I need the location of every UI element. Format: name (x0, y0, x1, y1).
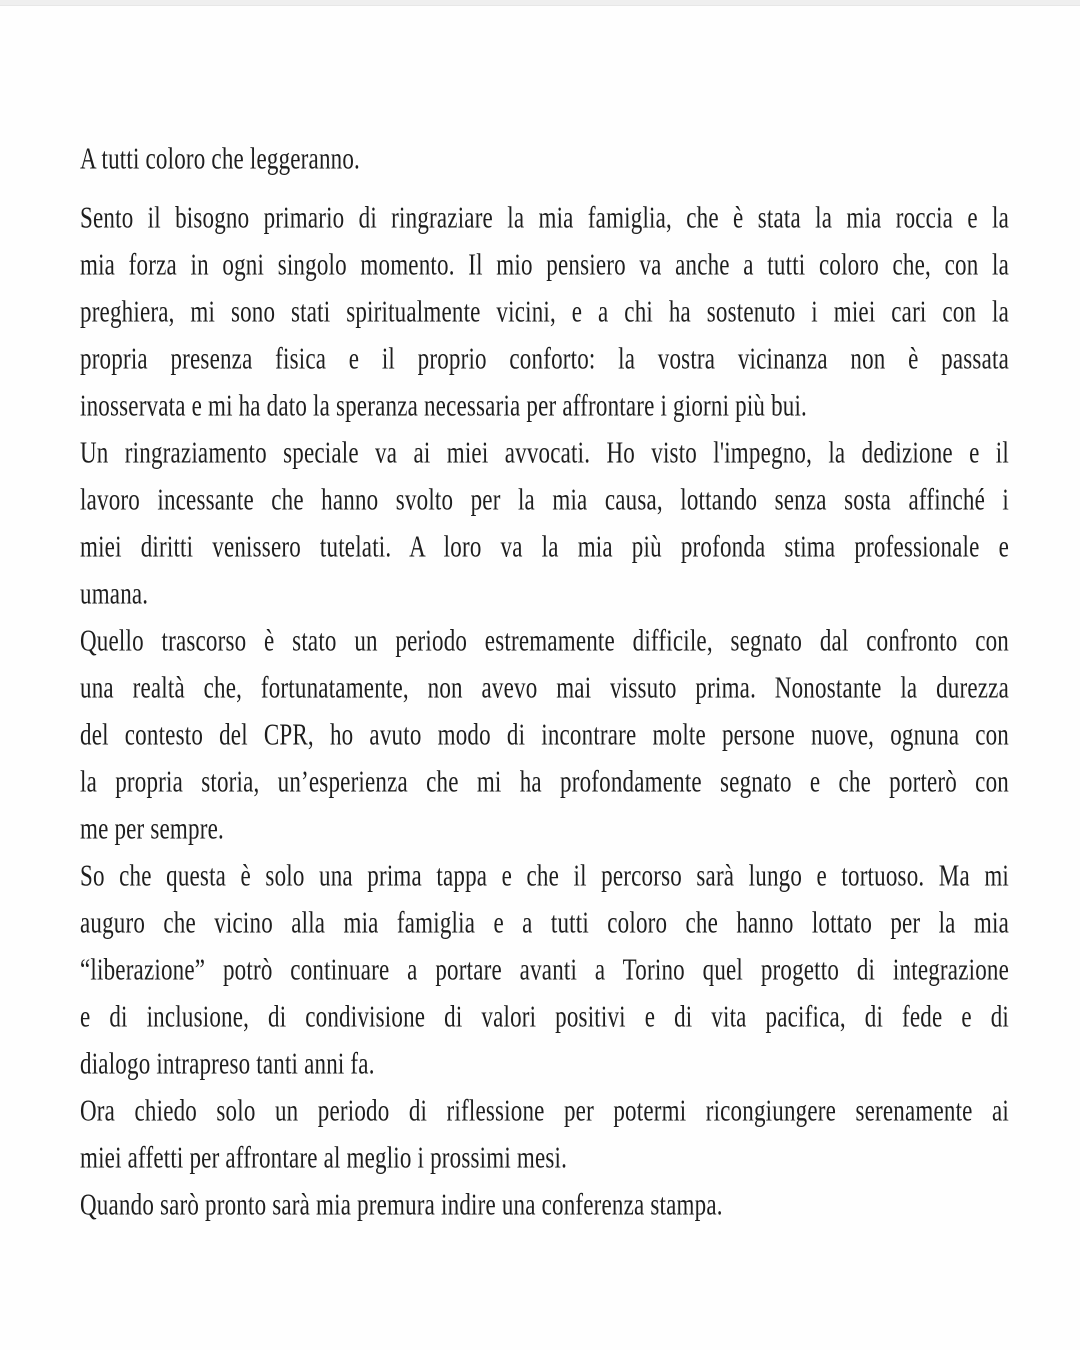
paragraph (80, 852, 1009, 1087)
text-line: preghiera, mi sono stati spiritualmente vicini, e a chi ha sostenuto i miei cari con la (80, 294, 1009, 329)
letter-content (80, 135, 1009, 1228)
text-line: propria presenza fisica e il proprio conforto: la vostra vicinanza non è passata (80, 341, 1009, 376)
letter-paragraphs (80, 194, 1009, 1228)
text-line: “liberazione” potrò continuare a portare avanti a Torino quel progetto di integrazione (80, 952, 1009, 987)
paragraph (80, 194, 1009, 429)
text-line: Ora chiedo solo un periodo di riflessione per potermi ricongiungere serenamente ai (80, 1093, 1009, 1128)
text-line: So che questa è solo una prima tappa e che il percorso sarà lungo e tortuoso. Ma mi (80, 858, 1009, 893)
text-line: miei affetti per affrontare al meglio i prossimi mesi. (80, 1140, 568, 1175)
page-top-edge (0, 0, 1080, 6)
text-line: la propria storia, un’esperienza che mi ha profondamente segnato e che porterò con (80, 764, 1009, 799)
text-line: auguro che vicino alla mia famiglia e a tutti coloro che hanno lottato per la mia (80, 905, 1009, 940)
text-line: dialogo intrapreso tanti anni fa. (80, 1046, 375, 1081)
text-line: mia forza in ogni singolo momento. Il mio pensiero va anche a tutti coloro che, con la (80, 247, 1009, 282)
text-line: me per sempre. (80, 811, 224, 846)
text-line: miei diritti venissero tutelati. A loro va la mia più profonda stima professionale e (80, 529, 1009, 564)
paragraph (80, 1087, 1009, 1181)
text-line: Un ringraziamento speciale va ai miei avvocati. Ho visto l'impegno, la dedizione e il (80, 435, 1009, 470)
text-line: Sento il bisogno primario di ringraziare la mia famiglia, che è stata la mia roccia e la (80, 200, 1009, 235)
text-line: e di inclusione, di condivisione di valori positivi e di vita pacifica, di fede e di (80, 999, 1009, 1034)
paragraph (80, 1181, 1009, 1228)
paragraph (80, 429, 1009, 617)
paragraph (80, 617, 1009, 852)
text-line: Quando sarò pronto sarà mia premura indire una conferenza stampa. (80, 1187, 723, 1222)
text-line: Quello trascorso è stato un periodo estremamente difficile, segnato dal confronto con (80, 623, 1009, 658)
text-line: inosservata e mi ha dato la speranza necessaria per affrontare i giorni più bui. (80, 388, 808, 423)
text-line: una realtà che, fortunatamente, non avevo mai vissuto prima. Nonostante la durezza (80, 670, 1009, 705)
text-line: del contesto del CPR, ho avuto modo di incontrare molte persone nuove, ognuna con (80, 717, 1009, 752)
salutation: A tutti coloro che leggeranno. (80, 141, 361, 176)
text-line: lavoro incessante che hanno svolto per la mia causa, lottando senza sosta affinché i (80, 482, 1009, 517)
text-line: umana. (80, 576, 149, 611)
